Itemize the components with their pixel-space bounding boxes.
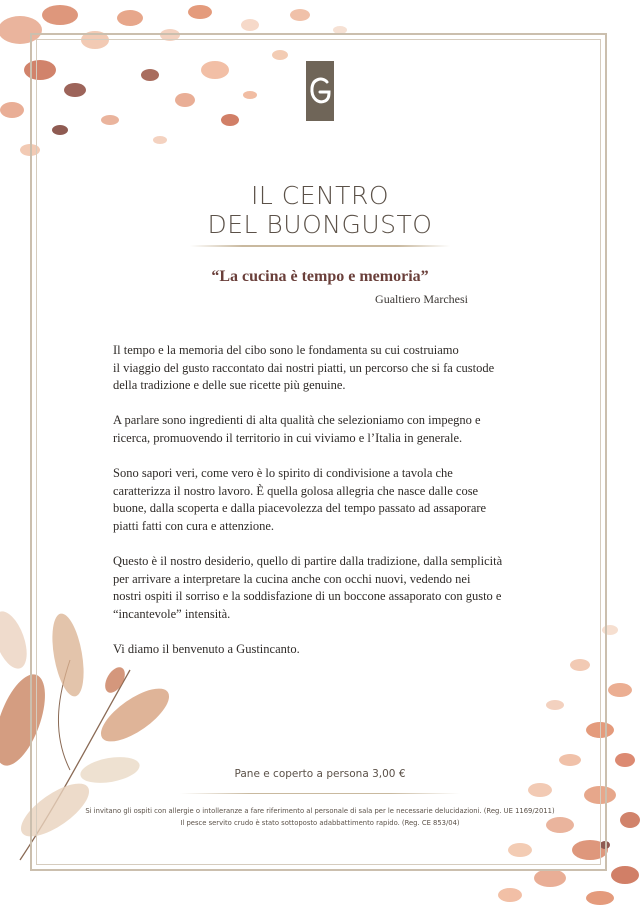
page-title-line-2: DEL BUONGUSTO (207, 210, 433, 239)
text-line: della tradizione e delle sue ricette più genuine. (113, 378, 346, 393)
brand-logo (306, 61, 334, 121)
text-line: Questo è il nostro desiderio, quello di partire dalla tradizione, dalla semplicità (113, 554, 503, 569)
raw-fish-note: Il pesce servito crudo è stato sottoposto adabbattimento rapido. (Reg. CE 853/04) (180, 819, 460, 827)
title-divider (190, 245, 450, 247)
text-line: caratterizza il nostro lavoro. È quella golosa allegria che nasce dalle cose (113, 483, 479, 498)
text-line: buone, dalla scoperta e dalla piacevolezza del tempo passato ad assaporare (113, 501, 487, 516)
text-line: Il tempo e la memoria del cibo sono le fondamenta su cui costruiamo (113, 343, 459, 357)
allergy-note: Si invitano gli ospiti con allergie o intolleranze a fare riferimento al personale di sala per le necessarie delucidazioni. (Reg. UE 1169/2011) (85, 807, 555, 815)
text-line: “incantevole” intensità. (113, 606, 231, 621)
paragraph-2 (113, 412, 533, 447)
quote-author: Gualtiero Marchesi (375, 292, 468, 306)
page-title-line-1: IL CENTRO (250, 181, 390, 210)
logo-g-icon (308, 74, 332, 108)
text-line: Vi diamo il benvenuto a Gustincanto. (113, 642, 300, 657)
text-line: per arrivare a interpretare la cucina anche con occhi nuovi, vedendo nei (113, 571, 471, 586)
paragraph-5 (113, 641, 533, 659)
paragraph-1 (113, 342, 533, 395)
text-line: A parlare sono ingredienti di alta qualità che selezioniamo con impegno e (113, 413, 481, 428)
paragraph-3 (113, 465, 533, 535)
text-line: nostri ospiti il sorriso e la soddisfazione di un boccone assaporato con gusto e (113, 589, 502, 604)
text-line: piatti fatti con cura e attenzione. (113, 518, 275, 533)
footer-divider (180, 793, 460, 794)
cover-charge: Pane e coperto a persona 3,00 € (234, 768, 406, 780)
intro-text (113, 342, 533, 676)
quote-text: “La cucina è tempo e memoria” (211, 268, 429, 285)
paragraph-4 (113, 553, 533, 623)
text-line: Sono sapori veri, come vero è lo spirito di condivisione a tavola che (113, 466, 453, 481)
text-line: il viaggio del gusto raccontato dai nostri piatti, un percorso che si fa custode (113, 360, 495, 375)
text-line: ricerca, promuovendo il territorio in cui viviamo e l’Italia in generale. (113, 430, 463, 445)
